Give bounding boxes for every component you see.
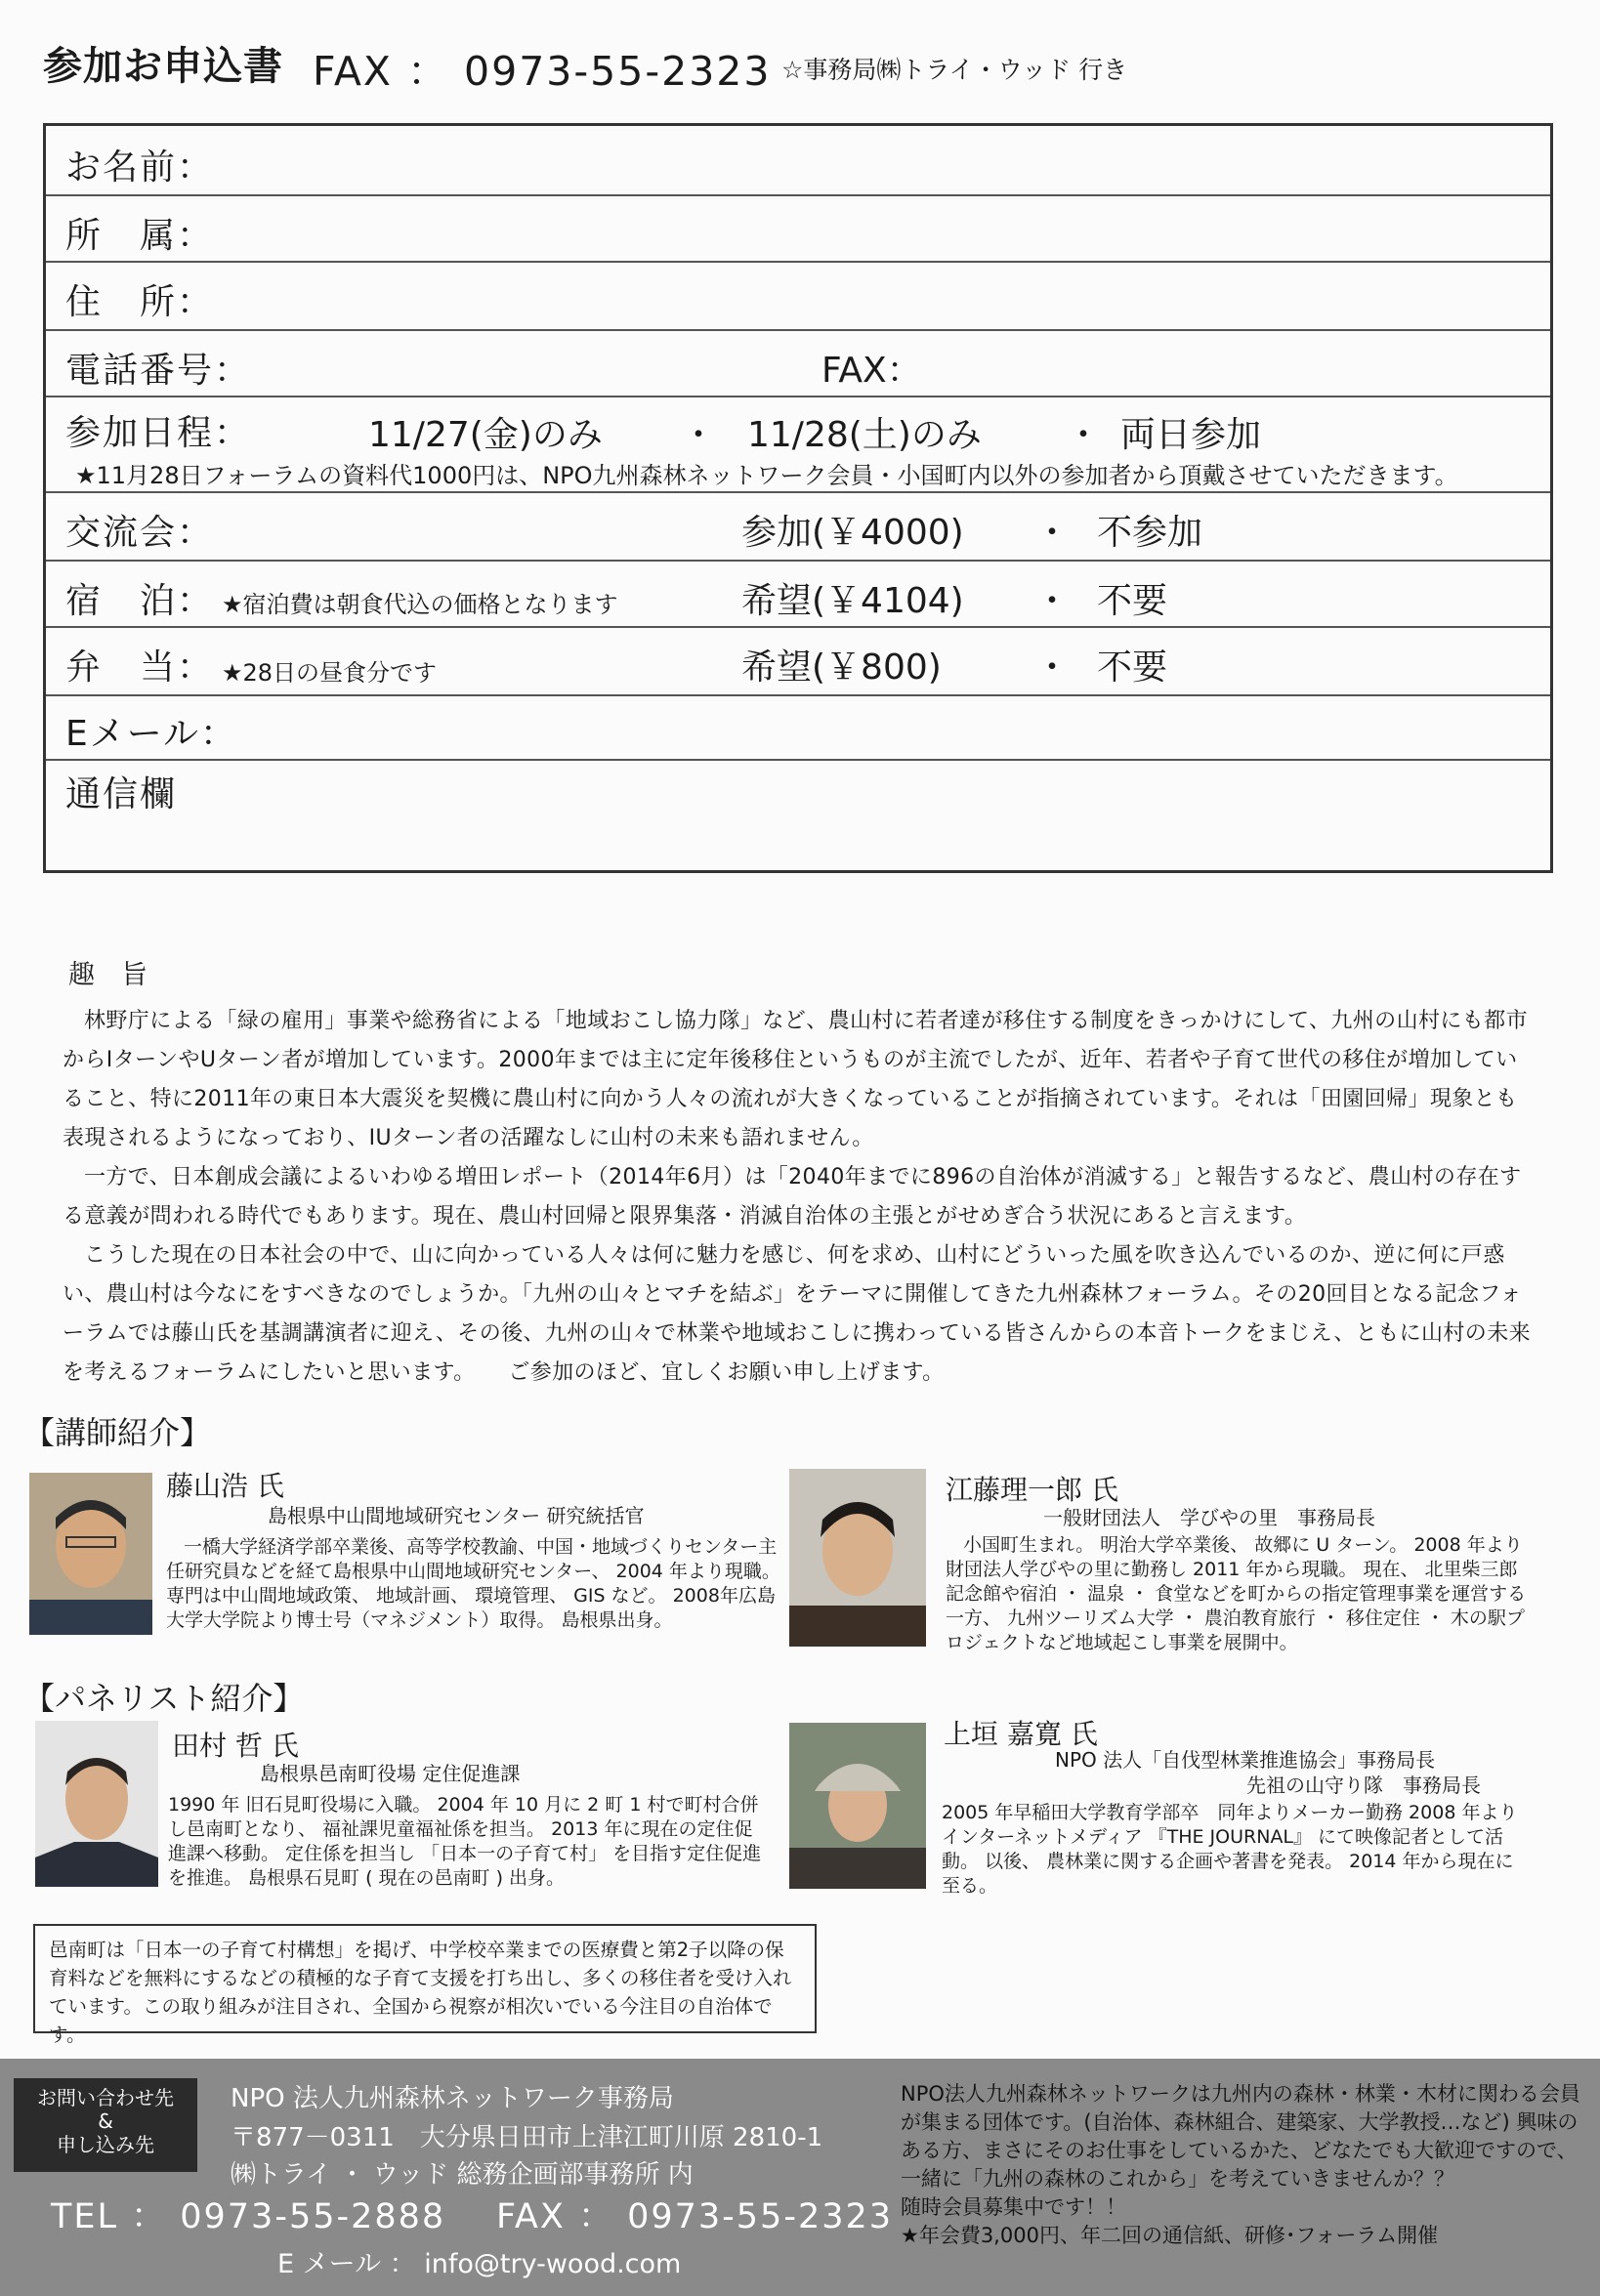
purpose-heading: 趣 旨 <box>68 960 147 990</box>
lodging-row <box>46 560 1550 628</box>
speaker-title-fujiyama: 島根県中山間地域研究センター 研究統括官 <box>268 1504 645 1527</box>
schedule-row <box>46 396 1550 493</box>
schedule-option-both[interactable]: 両日参加 <box>1120 415 1262 455</box>
bento-want-option[interactable]: 希望(￥800) <box>741 647 942 688</box>
schedule-label: 参加日程： <box>65 413 252 453</box>
footer-tel[interactable]: TEL ： 0973-55-2888 <box>51 2197 446 2236</box>
header-fax-number: FAX ： 0973-55-2323 <box>313 48 772 95</box>
lodging-want-option[interactable]: 希望(￥4104) <box>741 581 964 621</box>
schedule-note: ★11月28日フォーラムの資料代1000円は、NPO九州森林ネットワーク会員・小国町内以外の参加者から頂戴させていただきます。 <box>75 462 1458 489</box>
purpose-paragraph-2: 一方で、日本創成会議によるいわゆる増田レポート（2014年6月）は「2040年までに896の自治体が消滅する」と報告するなど、農山村の存在する意義が問われる時代でもあります。現在、農山村回帰と限界集落・消滅自治体の主張とがせめぎ合う状況にあると言えます。 <box>63 1165 1522 1229</box>
exchange-separator: ・ <box>1034 513 1071 553</box>
comm-row[interactable] <box>46 759 1550 870</box>
phone-label: 電話番号： <box>65 351 252 391</box>
lodging-label: 宿 泊： <box>65 581 215 621</box>
speaker-name-eto: 江藤理一郎 氏 <box>946 1474 1118 1506</box>
contact-badge-line3: 申し込み先 <box>57 2133 154 2156</box>
affiliation-label: 所 属： <box>65 216 215 256</box>
contact-badge-line2: & <box>98 2109 113 2133</box>
exchange-absent-option[interactable]: 不参加 <box>1097 513 1203 553</box>
bento-row <box>46 626 1550 696</box>
contact-badge-line1: お問い合わせ先 <box>37 2086 174 2109</box>
speaker-photo-eto <box>789 1469 926 1647</box>
footer-org-name: NPO 法人九州森林ネットワーク事務局 <box>231 2084 674 2113</box>
purpose-paragraph-3: こうした現在の日本社会の中で、山に向かっている人々は何に魅力を感じ、何を求め、山村にどういった風を吹き込んでいるのか、逆に何に戸惑い、農山村は今なにをすべきなのでしょうか。「九州の山々とマチを結ぶ」をテーマに開催してきた九州森林フォーラム。その20回目となる記念フォーラムでは藤山氏を基調講演者に迎え、その後、九州の山々で林業や地域おこしに携わっている皆さんからの本音トークをまじえ、ともに山村の未来を考えるフォーラムにしたいと思います。 ご参加のほど、宜しくお願い申し上げます。 <box>63 1243 1532 1385</box>
panelist-title-tamura: 島根県邑南町役場 定住促進課 <box>260 1762 521 1785</box>
panelist-photo-tamura <box>35 1721 158 1887</box>
contact-badge <box>14 2078 197 2172</box>
name-row[interactable] <box>46 126 1550 196</box>
exchange-row <box>46 491 1550 562</box>
panelist-title-uegaki: NPO 法人「自伐型林業推進協会」事務局長 <box>1055 1748 1436 1772</box>
address-label: 住 所： <box>65 282 215 322</box>
bento-separator: ・ <box>1034 647 1071 688</box>
panelist-bio-tamura: 1990 年 旧石見町役場に入職。 2004 年 10 月に 2 町 1 村で町村合併し邑南町となり、 福祉課児童福祉係を担当。 2013 年に現在の定住促進課へ移動。 定住係を担当し 「日本一の子育て村」 を目指す定住促進を推進。 島根県石見町 ( 現在の邑南町 ) 出身。 <box>168 1794 762 1889</box>
speaker-bio-fujiyama: 一橋大学経済学部卒業後、高等学校教諭、中国・地域づくりセンター主任研究員などを経て島根県中山間地域研究センター、 2004 年より現職。 専門は中山間地域政策、 地域計画、 環境管理、 GIS など。 2008年広島大学大学院より博士号（マネジメント）取得。 島根県出身。 <box>166 1536 780 1631</box>
bento-label: 弁 当： <box>65 647 215 688</box>
speaker-name-fujiyama: 藤山浩 氏 <box>166 1470 284 1502</box>
bento-note: ★28日の昼食分です <box>222 659 438 687</box>
schedule-separator: ・ <box>1066 415 1102 455</box>
lodging-no-option[interactable]: 不要 <box>1097 581 1168 621</box>
affiliation-row[interactable] <box>46 194 1550 263</box>
footer-fax[interactable]: FAX ： 0973-55-2323 <box>496 2197 894 2236</box>
footer-address: 〒877－0311 大分県日田市上津江町川原 2810-1 <box>231 2123 823 2152</box>
phone-row[interactable] <box>46 329 1550 397</box>
email-label: Eメール： <box>65 714 238 754</box>
fax-label: FAX： <box>821 351 922 391</box>
footer-company: ㈱トライ ・ ウッド 総務企画部事務所 内 <box>231 2160 694 2190</box>
panelist-name-tamura: 田村 哲 氏 <box>172 1730 299 1762</box>
lodging-note: ★宿泊費は朝食代込の価格となります <box>222 591 618 618</box>
member-fee-text: ★年会費3,000円、年二回の通信紙、研修･フォーラム開催 <box>901 2224 1439 2247</box>
email-row[interactable] <box>46 694 1550 761</box>
comm-label: 通信欄 <box>65 774 178 814</box>
panelist-title2-uegaki: 先祖の山守り隊 事務局長 <box>1246 1774 1481 1797</box>
member-info-text: NPO法人九州森林ネットワークは九州内の森林・林業・木材に関わる会員が集まる団体です。(自治体、森林組合、建築家、大学教授…など) 興味のある方、まさにそのお仕事をしているかた、どなたでも大歓迎ですので、一緒に「九州の森林のこれから」を考えていきませんか？？ <box>901 2082 1580 2191</box>
purpose-paragraph-1: 林野庁による「緑の雇用」事業や総務省による「地域おこし協力隊」など、農山村に若者達が移住する制度をきっかけにして、九州の山村にも都市からIターンやUターン者が増加しています。2000年までは主に定年後移住というものが主流でしたが、近年、若者や子育て世代の移住が増加していること、特に2011年の東日本大震災を契機に農山村に向かう人々の流れが大きくなっていることが指摘されています。それは「田園回帰」現象とも表現されるようになっており、IUターン者の活躍なしに山村の未来も語れません。 <box>63 1009 1528 1150</box>
exchange-label: 交流会： <box>65 513 215 553</box>
header-destination: ☆事務局㈱トライ・ウッド 行き <box>781 56 1128 84</box>
name-label: お名前： <box>65 147 215 188</box>
schedule-option-28[interactable]: 11/28(土)のみ <box>747 415 982 455</box>
form-title: 参加お申込書 <box>43 44 283 89</box>
member-recruit-text: 随時会員募集中です！！ <box>901 2195 1126 2219</box>
address-row[interactable] <box>46 261 1550 331</box>
schedule-option-27[interactable]: 11/27(金)のみ <box>368 415 603 455</box>
lodging-separator: ・ <box>1034 581 1071 621</box>
speakers-heading: 【講師紹介】 <box>23 1414 212 1451</box>
speaker-photo-fujiyama <box>29 1473 152 1635</box>
speaker-bio-eto: 小国町生まれ。 明治大学卒業後、 故郷に U ターン。 2008 年より財団法人学びやの里に勤務し 2011 年から現職。 現在、 北里柴三郎記念館や宿泊 ・ 温泉 ・ 食堂などを町からの指定管理事業を運営する一方、 九州ツーリズム大学 ・ 農泊教育旅行 ・ 移住定住 ・ 木の駅プロジェクトなど地域起こし事業を展開中。 <box>946 1534 1527 1653</box>
panelist-bio-uegaki: 2005 年早稲田大学教育学部卒 同年よりメーカー勤務 2008 年よりインターネットメディア 『THE JOURNAL』 にて映像記者として活動。 以後、 農林業に関する企画や著書を発表。 2014 年から現在に至る。 <box>942 1802 1518 1897</box>
speaker-title-eto: 一般財団法人 学びやの里 事務局長 <box>1043 1506 1375 1529</box>
panelist-name-uegaki: 上垣 嘉寛 氏 <box>944 1718 1098 1750</box>
footer-member-info <box>901 2080 1582 2250</box>
panelists-heading: 【パネリスト紹介】 <box>23 1680 305 1717</box>
bento-no-option[interactable]: 不要 <box>1097 647 1168 688</box>
footer-email[interactable]: E メール ： info@try-wood.com <box>277 2249 682 2279</box>
application-form <box>43 123 1553 873</box>
panelist-photo-uegaki <box>789 1723 926 1889</box>
onan-town-note-box: 邑南町は「日本一の子育て村構想」を掲げ、中学校卒業までの医療費と第2子以降の保育料などを無料にするなどの積極的な子育て支援を打ち出し、多くの移住者を受け入れています。この取り組みが注目され、全国から視察が相次いでいる今注目の自治体です。 <box>33 1924 817 2033</box>
schedule-separator: ・ <box>681 415 717 455</box>
exchange-attend-option[interactable]: 参加(￥4000) <box>741 513 964 553</box>
